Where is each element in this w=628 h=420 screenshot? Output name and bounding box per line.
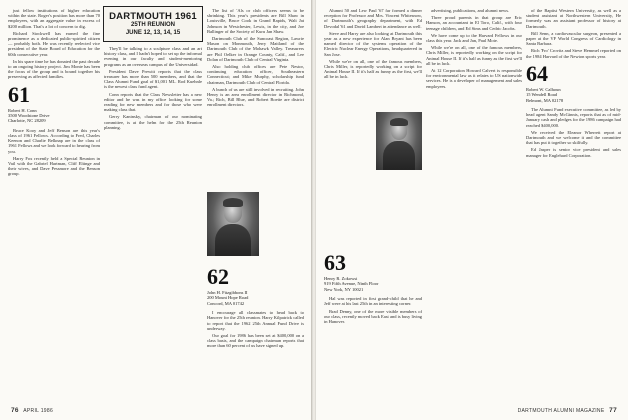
paragraph: Our goal for 1986 has been set at $400,000 on a class basis, and the campaign chairman reports that more than 60 percent of us have signed up.	[207, 333, 304, 349]
paragraph: President Dave Prewitt reports that the class treasurer has more than 500 members, and that the Class Alumni Fund goal of $1,001 ML. Rod Kuehnle is the newest class fund agent.	[104, 68, 202, 90]
magazine-name: DARTMOUTH ALUMNI MAGAZINE	[517, 408, 605, 414]
class-contact	[526, 87, 621, 103]
left-column-2	[104, 46, 202, 402]
contact-line: New York, NY 10021	[324, 286, 364, 292]
left-folio	[8, 407, 53, 414]
contact-line: Concord, MA 01742	[207, 300, 245, 306]
page-number: 77	[609, 407, 617, 414]
paragraph: In his spare time he has donated the past decade to an ongoing history project. Jim Monte has been the focus of the group and is bound together his preserving as affected families.	[8, 58, 100, 80]
page-number: 76	[11, 407, 19, 414]
paragraph: While we're on all, one of the famous members, Chris Miller, is reportedly working on a script for Animal House II. If it's half as funny as the first, we'll all be in luck.	[324, 58, 422, 80]
contact-line: 3500 Woodstone Drive	[8, 113, 50, 119]
contact-line: Belmont, MA 02178	[526, 97, 564, 103]
paragraph: We received the Eleanor Wherrett report at Dartmouth and we welcome it and the committee that has put it together so skilfully.	[526, 129, 621, 146]
left-column-3	[207, 8, 304, 188]
paragraph: We have come up to the Harvard Fellows in our class this year. Jack and Jan, Paul Mote.	[426, 32, 522, 44]
classmate-photo	[376, 112, 422, 170]
reunion-subtitle: 25TH REUNION	[130, 22, 175, 28]
paragraph: While we're on all, one of the famous members, Chris Miller, is reportedly working on the script for Animal House II. If it's half as funny as the first we'll all be in luck.	[426, 45, 522, 66]
classmate-photo	[207, 192, 259, 256]
contact-line: 919 Fifth Avenue, Ninth Floor	[324, 281, 379, 287]
right-column-3	[526, 8, 621, 404]
paragraph: At 12 Corporation Howard Calvert is responsible for environmental law as it relates to US nationwide services. He is a developer of management and sales employees.	[426, 68, 522, 89]
paragraph: They'll be talking to a sculpture class and an art history class, and I hadn't hoped to set up the informal evening in our faculty and student-mentoring programs as an overseas campus of the Universidad.	[104, 46, 202, 67]
contact-line: Charlotte, NC 28209	[8, 118, 46, 124]
class-year-heading: 64	[526, 60, 548, 86]
paragraph: Also holding club offices are Pete Nestor, continuing education officer, Southeastern Connecticut; and Mike Murphy, scholarship fund chairman, Dartmouth Club of Central Florida.	[207, 64, 304, 85]
paragraph: advertising, publications, and alumni news.	[431, 8, 510, 13]
paragraph: Ed Jasper is senior vice president and sales manager for Englehard Corporation.	[526, 147, 621, 158]
paragraph: Steve and Harry are also looking at Dartmouth this year as a new experience for Alan Bryant has been named director of the systems operation of the Electric Nuclear Energy Operations, headquartered in San Jose.	[324, 30, 422, 57]
class-year-heading: 62	[207, 264, 229, 289]
paragraph: of the Baptist Western University, as well as a student assistant at Northwestern University, He formerly was an assistant professor of history at Dartmouth.	[526, 8, 621, 29]
left-column-3-lower	[207, 262, 304, 404]
class-contact	[8, 108, 100, 124]
paragraph: Rich 'Fro' Crovitz and Steve Hemmel reported on the 1984 Harvard of the Newton sports year.	[526, 48, 621, 59]
reunion-box	[103, 6, 203, 42]
paragraph: Bruce Kooy and Jeff Benson are this year's class of 1961 Fellows. According to Fred, Charles Keenon and Charlie Belknap are in the class of 1961 Fellows and we look forward to hearing from you.	[8, 127, 100, 154]
paragraph: Richard Stockwell has earned the fine prominence as a dedicated public-spirited citizen — probably both. He was recently reelected vice president of the State Board of Education for the 60th consecutive year.	[8, 30, 100, 57]
right-folio	[518, 407, 620, 414]
paragraph: Conn reports that the Class Newsletter has a new editor and he was in my office looking for some reading for new members and for those who were making class that.	[104, 91, 202, 113]
contact-line: Robert W. Calhoun	[526, 86, 561, 92]
contact-line: 15 Wendell Road	[526, 92, 558, 98]
class-contact	[207, 290, 304, 306]
paragraph: Bill Senn, a cardiovascular surgeon, presented a paper at the VF World Congress of Cardiology in Santa Barbara.	[526, 30, 621, 47]
contact-line: John H. Fitzgibbons II	[207, 290, 248, 295]
paragraph: A bunch of us are still involved in recruiting. John Henry is an area enrollment director in Richmond, Va.; Rich, Bill Blue, and Robert Boette are district enrollment directors.	[207, 86, 304, 108]
contact-line: Robert H. Conn	[8, 107, 37, 113]
reunion-dates: JUNE 12, 13, 14, 15	[125, 29, 181, 36]
class-contact	[324, 276, 422, 292]
class-year-heading: 63	[324, 250, 346, 275]
contact-line: 200 Mount Hope Road	[207, 295, 249, 301]
paragraph: Hal was reported in first grand-child that he and Jeff were at his last 25th in an interesting corner.	[324, 296, 422, 307]
paragraph: Alumni 50 and Lew Paul '67 far formed a dinner reception for Professor and Mrs. Vincent Whitesnow, of Dartmouth's geography department, with Ed Devodal '61 and David Lambert in attendance as well.	[324, 8, 422, 29]
paragraph: The Alumni Fund executive committee, as led by head agent Sandy McGinnis, reports that as of mid-January cash and pledges for the 1986 campaign had reached $400,000.	[526, 107, 621, 128]
paragraph: Dartmouth Club of the Suncoast Region, Lawrie Mason on Monmouth, Jerry Maitland of the Dartmouth Club of the Mohawk Valley. Treasurers are Phil Oelker in Orange County, Calif., and Lee Dolan of Dartmouth Club of Central Virginia.	[207, 36, 304, 62]
left-page	[0, 0, 312, 420]
issue-date: APRIL 1986	[23, 408, 54, 414]
paragraph: Harry Fox recently held a Special Reunion in Vail with the Gabriel Hartman, Cliff Eltinge and their wives, and Dave Pessmore and the Benson group.	[8, 155, 100, 177]
paragraph: Three proud parents in that group are Eric Hanson, an accountant in El Toro, Calif., with four teenage children, and Ed Sims and Cedric Jacobs.	[426, 15, 522, 31]
right-page	[316, 0, 628, 420]
paragraph: The list of 'Als or club officers seems to be shrinking. This year's presidents are Bill Shaw in Louisville, Bruce Cook in Grand Rapids, Walt Jat Johnson in Westchester, Lewis, in the city, and Joe Ballinger of the Society of Kuru Jan Shaw.	[207, 8, 304, 34]
paragraph: Gerry Kaninsky, chairman of our nominating committee, is at the helm for the 25th Reunion planning.	[104, 114, 202, 130]
paragraph: I encourage all classmates to head back to Hanover for the 25th reunion. Harry Kilpatrick called to report that the 1962 25th Annual Fund Drive is underway.	[207, 310, 304, 331]
left-column-1	[8, 8, 100, 408]
paragraph: just fellow institutions of higher education within the state. Roger's position has more than 70 employees, with an aggregate value in excess of $200 million. That's a lot of concern to dig.	[8, 8, 100, 29]
right-column-2	[426, 8, 522, 404]
paragraph: Brad Denny, one of the more visible members of our class, recently moved back East and is busy living in Hanover.	[324, 308, 422, 325]
class-year-heading: 61	[8, 81, 30, 107]
contact-line: Henry R. Zokowsi	[324, 276, 358, 281]
right-column-1-lower	[324, 248, 422, 404]
reunion-title: DARTMOUTH 1961	[109, 11, 197, 22]
